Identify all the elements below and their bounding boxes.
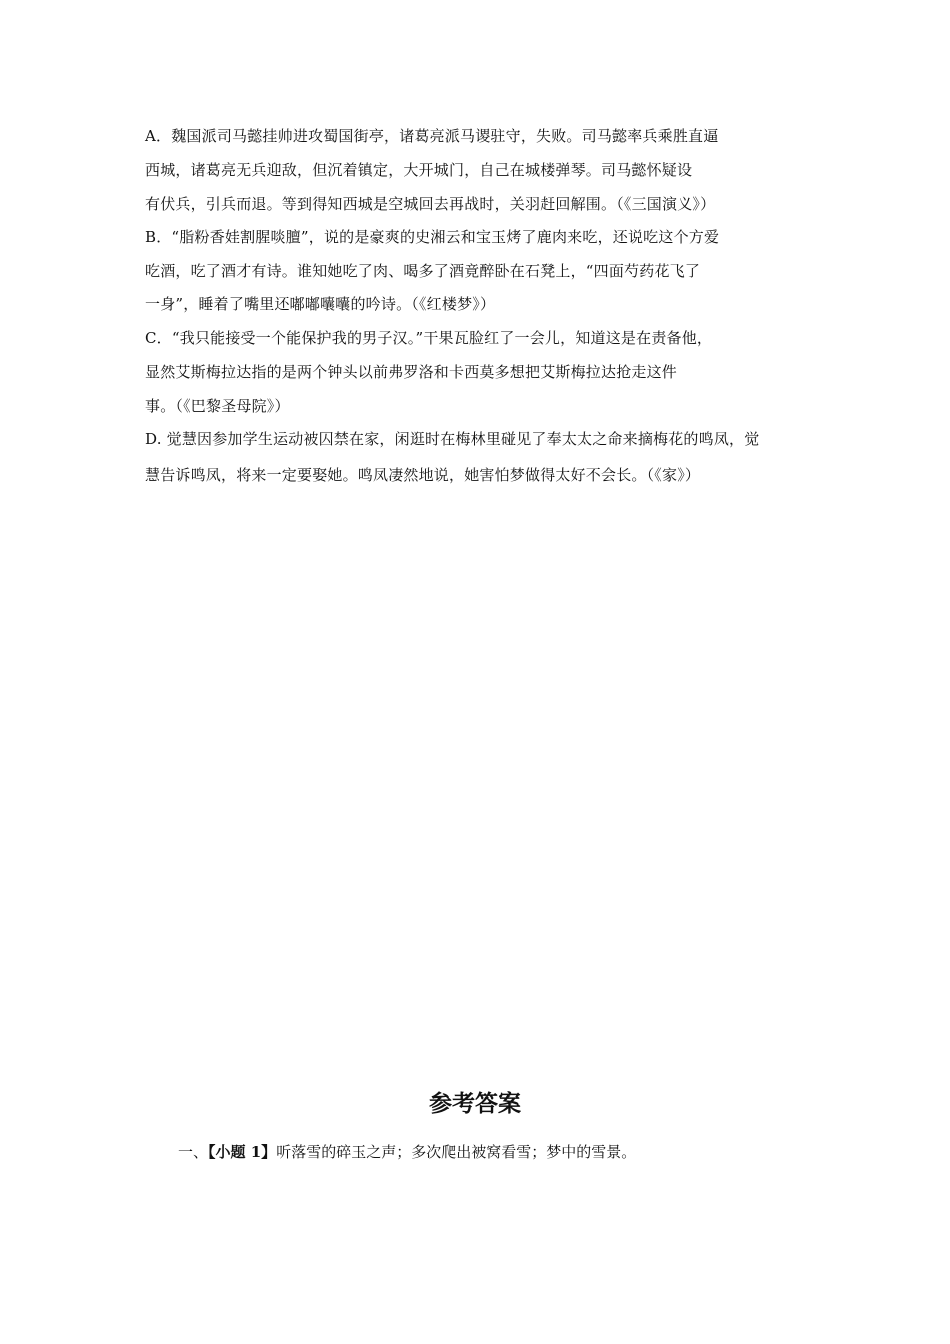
option-b-line-2: 吃酒，吃了酒才有诗。谁知她吃了肉、喝多了酒竟醉卧在石凳上，“四面芍药花飞了: [145, 262, 701, 280]
answer-prefix: 一、: [178, 1143, 209, 1161]
option-a-line-2: 西城，诸葛亮无兵迎敌，但沉着镇定，大开城门，自己在城楼弹琴。司马懿怀疑设: [145, 161, 693, 179]
answer-section-title: 参考答案: [429, 1091, 521, 1117]
answer-line-1: [178, 1142, 636, 1162]
answer-question-tag: 【小题 1】: [208, 1143, 277, 1161]
option-d-line-1: D. 觉慧因参加学生运动被囚禁在家，闲逛时在梅林里碰见了奉太太之命来摘梅花的鸣凤，觉: [145, 430, 760, 448]
option-b-line-3: 一身”，睡着了嘴里还嘟嘟囔囔的吟诗。（《红楼梦》）: [145, 295, 496, 313]
option-c-line-1: C．“我只能接受一个能保护我的男子汉。”干果瓦脸红了一会儿，知道这是在责备他，: [145, 329, 713, 347]
option-a-line-1: A．魏国派司马懿挂帅进攻蜀国街亭，诸葛亮派马谡驻守，失败。司马懿率兵乘胜直逼: [145, 127, 719, 145]
option-b-line-1: B．“脂粉香娃割腥啖膻”，说的是豪爽的史湘云和宝玉烤了鹿肉来吃，还说吃这个方爱: [145, 228, 720, 246]
option-c-line-2: 显然艾斯梅拉达指的是两个钟头以前弗罗洛和卡西莫多想把艾斯梅拉达抢走这件: [145, 363, 678, 381]
answer-text: 听落雪的碎玉之声；多次爬出被窝看雪；梦中的雪景。: [276, 1143, 637, 1161]
option-a-line-3: 有伏兵，引兵而退。等到得知西城是空城回去再战时，关羽赶回解围。（《三国演义》）: [145, 195, 716, 213]
option-d-line-2: 慧告诉鸣凤，将来一定要娶她。鸣凤凄然地说，她害怕梦做得太好不会长。（《家》）: [145, 466, 701, 484]
option-c-line-3: 事。（《巴黎圣母院》）: [145, 397, 290, 415]
